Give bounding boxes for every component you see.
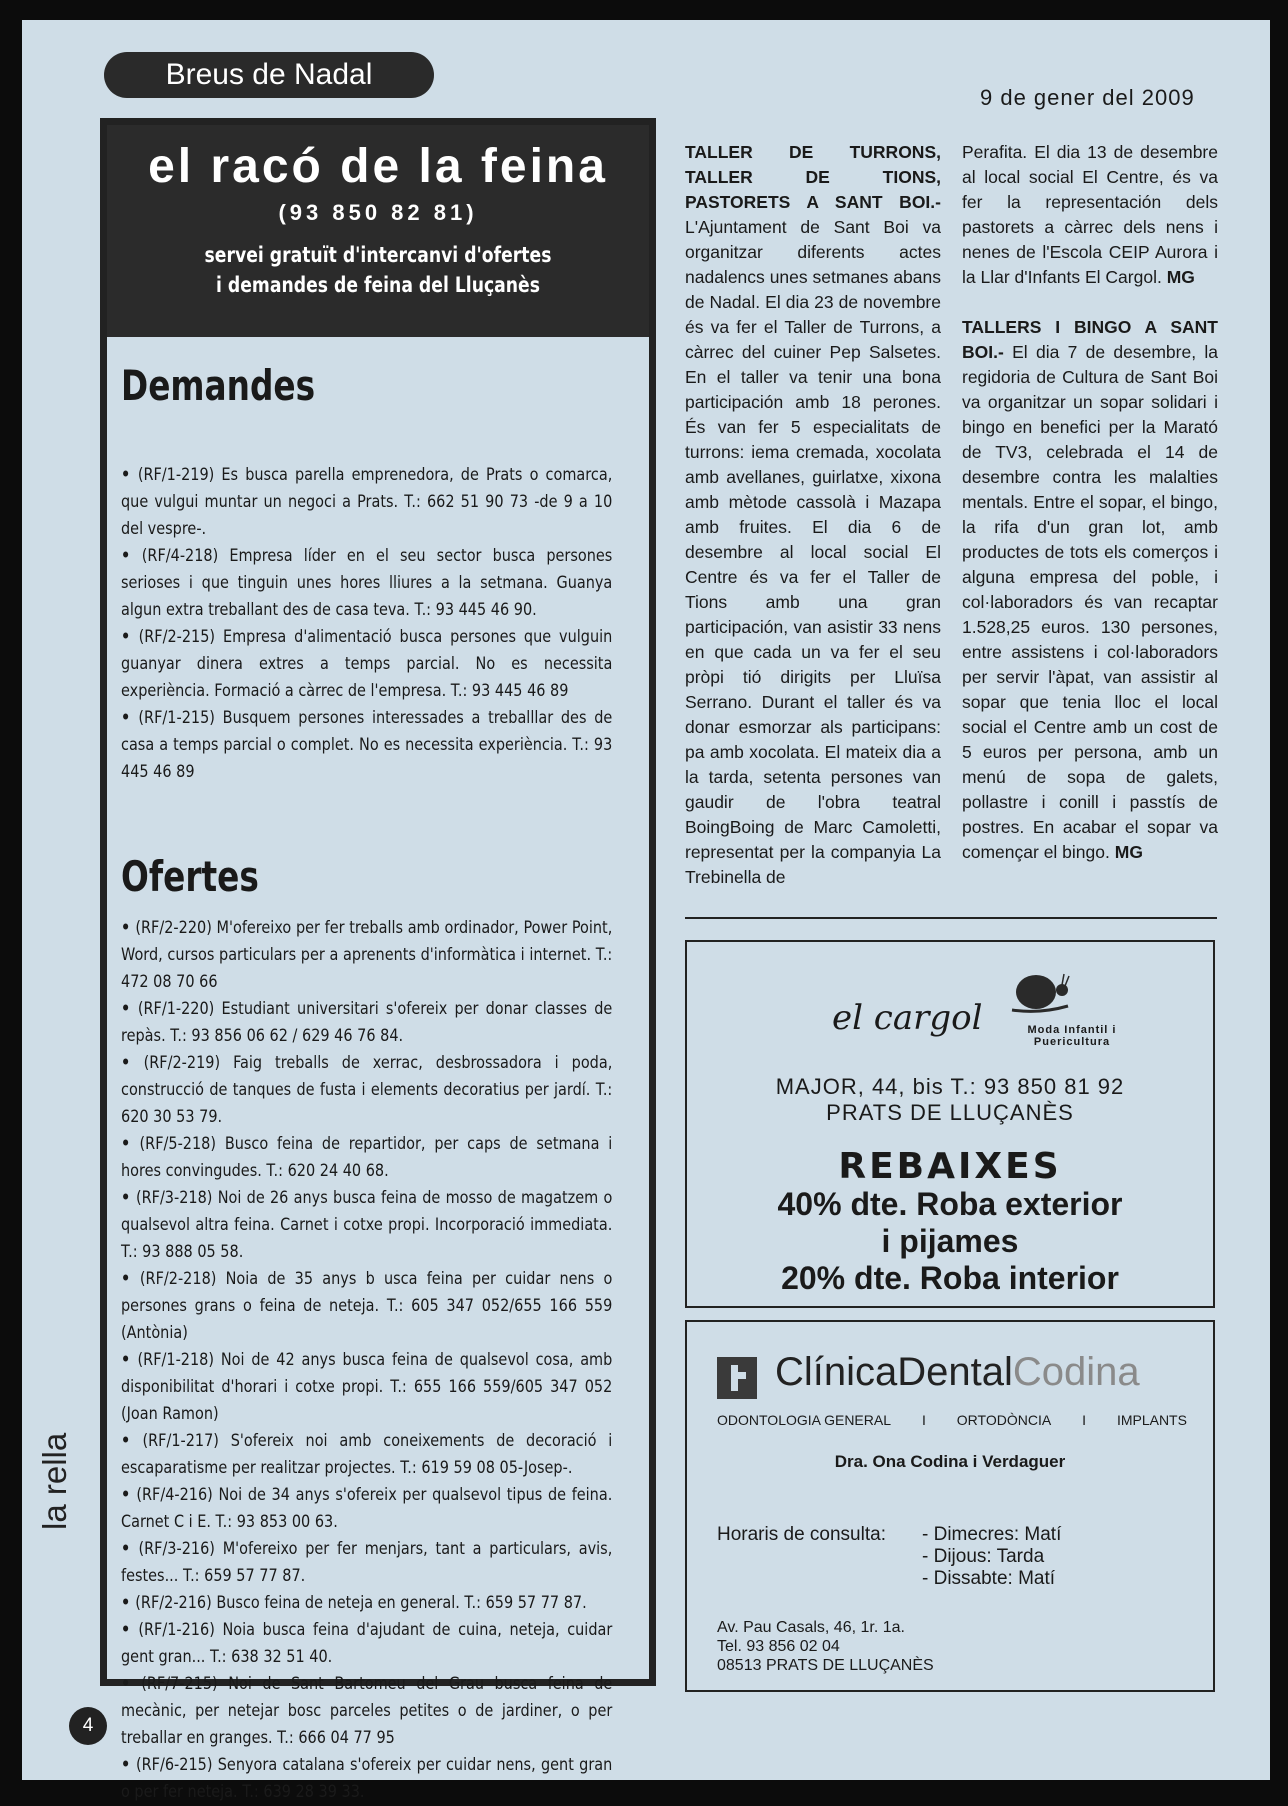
- demandes-heading: Demandes: [121, 361, 316, 410]
- oferta-item: • (RF/3-216) M'ofereixo per fer menjars, tant a particulars, avis, festes... T.: 659 57 77 87.: [121, 1536, 612, 1590]
- article-1-text: L'Ajuntament de Sant Boi va organitzar diferents actes nadalencs unes setmanes abans de Nadal. El dia 23 de novembre és va fer el Taller de Turrons, a càrrec del cuiner Pep Salsetes. En el taller va tenir una bona participación amb 18 perones. És van fer 5 especialitats de turrons: iema cremada, xocolata amb avellanes, guirlatxe, xixona amb mètode cassolà i Mazapa amb fruites. El dia 6 de desembre al local social El Centre és va fer el Taller de Tions amb una gran participación, van asistir 33 nens en que cada un va fer el seu pròpi tió dirigits per Lluïsa Serrano. Durant el taller és va donar esmorzar als participans: pa amb xocolata. El mateix dia a la tarda, setenta persones van gaudir de l'obra teatral BoingBoing de Marc Camoletti, representat per la companyia La Trebinella de: [685, 217, 941, 887]
- service-item: ODONTOLOGIA GENERAL: [717, 1412, 892, 1428]
- hours-item: - Dimecres: Matí: [922, 1524, 1062, 1545]
- ofertes-list: [121, 915, 635, 1806]
- clinic-logo-icon: [717, 1357, 757, 1399]
- hours-label: Horaris de consulta:: [717, 1524, 886, 1545]
- issue-date: 9 de gener del 2009: [980, 85, 1195, 110]
- snail-icon: [1010, 970, 1070, 1014]
- oferta-item: • (RF/1-216) Noia busca feina d'ajudant de cuina, neteja, cuidar gent gran... T.: 638 32 51 40.: [121, 1617, 612, 1671]
- oferta-item: • (RF/7-215) Noi de Sant Bartomeu del Grau busca feina de mecànic, per netejar bosc parceles petites o de jardiner, o per treballar en granges. T.: 666 04 77 95: [121, 1671, 612, 1752]
- jobs-body: [107, 361, 649, 1806]
- jobs-box: [100, 118, 656, 1802]
- ad-el-cargol: [685, 940, 1215, 1308]
- jobs-title: el racó de la feina: [148, 140, 608, 193]
- oferta-item: • (RF/3-218) Noi de 26 anys busca feina de mosso de magatzem o qualsevol altra feina. Carnet i cotxe propi. Incorporació immediata. T.: 93 888 05 58.: [121, 1185, 612, 1266]
- service-item: IMPLANTS: [1116, 1412, 1187, 1428]
- demanda-item: • (RF/2-215) Empresa d'alimentació busca persones que vulguin guanyar dinera extres a temps parcial. No es necessita experiència. Formació a càrrec de l'empresa. T.: 93 445 46 89: [121, 624, 612, 705]
- column-divider: [685, 917, 1217, 919]
- demandes-list: [121, 462, 635, 786]
- article-1-continued-text: Perafita. El dia 13 de desembre al local social El Centre, és va fer la representación dels pastorets a càrrec dels nens i nenes de l'Escola CEIP Aurora i la Llar d'Infants El Cargol.: [962, 142, 1218, 287]
- jobs-subtitle-line1: servei gratuït d'intercanvi d'ofertes: [204, 243, 552, 267]
- hours-item: - Dissabte: Matí: [922, 1568, 1056, 1589]
- oferta-item: • (RF/2-218) Noia de 35 anys b usca feina per cuidar nens o persones grans o feina de neteja. T.: 605 347 052/655 166 559 (Antònia): [121, 1266, 612, 1347]
- oferta-item: • (RF/1-220) Estudiant universitari s'ofereix per donar classes de repàs. T.: 93 856 06 62 / 629 46 76 84.: [121, 996, 612, 1050]
- cargol-tagline-line1: Moda Infantil i: [1027, 1024, 1117, 1036]
- cargol-tagline: [1022, 1024, 1122, 1048]
- cargol-address: MAJOR, 44, bis T.: 93 850 81 92: [775, 1074, 1125, 1099]
- oferta-item: • (RF/6-215) Senyora catalana s'ofereix per cuidar nens, gent gran o per fer neteja. T.: 639 28 39 33.: [121, 1752, 612, 1806]
- article-1-continued: [962, 140, 1218, 290]
- jobs-subtitle: [156, 240, 600, 300]
- clinic-address: [717, 1618, 934, 1675]
- oferta-item: • (RF/1-218) Noi de 42 anys busca feina de qualsevol cosa, amb disponibilitat d'horari i cotxe propi. T.: 655 166 559/605 347 052 (Joan Ramon): [121, 1347, 612, 1428]
- article-2-text: El dia 7 de desembre, la regidoria de Cultura de Sant Boi va organitzar un sopar solidari i bingo en benefici per la Marató de TV3, celebrada el 14 de desembre contra les malalties mentals. Entre el sopar, el bingo, la rifa d'un gran lot, amb productes de tots els comerços i alguna empresa del poble, i col·laboradors és van recaptar 1.528,25 euros. 130 persones, entre assistens i col·laboradors per servir l'àpat, van assistir al sopar que tenia lloc el local social el Centre amb un cost de 5 euros per persona, amb un menú de sopa de galets, pollastre i conill i passtís de postres. En acabar el sopar va començar el bingo.: [962, 342, 1218, 862]
- clinic-address-line3: 08513 PRATS DE LLUÇANÈS: [717, 1657, 934, 1674]
- clinic-name: [775, 1350, 1140, 1395]
- news-column-2: [962, 140, 1218, 865]
- publication-name: la rella: [36, 1432, 73, 1530]
- demanda-item: • (RF/4-218) Empresa líder en el seu sector busca persones serioses i que tinguin unes hores lliures a la setmana. Guanya algun extra treballant des de casa teva. T.: 93 445 46 90.: [121, 543, 612, 624]
- service-separator: I: [921, 1412, 926, 1428]
- ad-clinica-dental: [685, 1320, 1215, 1692]
- service-item: ORTODÒNCIA: [956, 1412, 1052, 1428]
- hours-list: [922, 1524, 1061, 1590]
- cargol-headline: REBAIXES: [838, 1146, 1062, 1187]
- cargol-offer-1: 40% dte. Roba exterior: [777, 1186, 1123, 1222]
- clinic-doctor: Dra. Ona Codina i Verdaguer: [834, 1452, 1066, 1471]
- hours-item: - Dijous: Tarda: [922, 1546, 1045, 1567]
- clinic-name-a: ClínicaDental: [775, 1350, 1013, 1394]
- page-number: 4: [69, 1707, 107, 1745]
- jobs-phone: (93 850 82 81): [278, 200, 478, 225]
- article-2-signature: MG: [1114, 842, 1143, 862]
- article-2-heading: TALLERS I BINGO A SANT BOI.-: [962, 317, 1218, 362]
- article-1-heading: TALLER DE TURRONS, TALLER DE TIONS, PASTORETS A SANT BOI.-: [685, 142, 941, 212]
- article-2: [962, 315, 1218, 865]
- clinic-name-b: Codina: [1012, 1350, 1140, 1394]
- service-separator: I: [1082, 1412, 1086, 1428]
- article-1-signature: MG: [1166, 267, 1195, 287]
- demanda-item: • (RF/1-219) Es busca parella emprenedora, de Prats o comarca, que vulgui muntar un negoci a Prats. T.: 662 51 90 73 -de 9 a 10 del vespre-.: [121, 462, 612, 543]
- ofertes-heading: Ofertes: [121, 852, 259, 901]
- clinic-address-line2: Tel. 93 856 02 04: [717, 1638, 840, 1655]
- news-column-1: [685, 140, 941, 890]
- oferta-item: • (RF/5-218) Busco feina de repartidor, per caps de setmana i hores convingudes. T.: 620 24 40 68.: [121, 1131, 612, 1185]
- clinic-address-line1: Av. Pau Casals, 46, 1r. 1a.: [717, 1619, 905, 1636]
- clinic-services: [717, 1412, 1187, 1428]
- cargol-offer-3: 20% dte. Roba interior: [781, 1260, 1119, 1296]
- cargol-tagline-line2: Puericultura: [1033, 1036, 1111, 1048]
- jobs-subtitle-line2: i demandes de feina del Lluçanès: [216, 273, 540, 297]
- jobs-header: [107, 125, 649, 337]
- cargol-logo: [832, 962, 1117, 1048]
- oferta-item: • (RF/2-219) Faig treballs de xerrac, desbrossadora i poda, construcció de tanques de fusta i elements decoratius per jardí. T.: 620 30 53 79.: [121, 1050, 612, 1131]
- demanda-item: • (RF/1-215) Busquem persones interessades a treballlar des de casa a temps parcial o complet. No es necessita experiència. T.: 93 445 46 89: [121, 705, 612, 786]
- oferta-item: • (RF/1-217) S'ofereix noi amb coneixements de decoració i escaparatisme per realitzar projectes. T.: 619 59 08 05-Josep-.: [121, 1428, 612, 1482]
- cargol-town: PRATS DE LLUÇANÈS: [826, 1100, 1074, 1125]
- cargol-logo-text: el cargol: [832, 998, 983, 1038]
- oferta-item: • (RF/2-216) Busco feina de neteja en general. T.: 659 57 77 87.: [121, 1590, 612, 1617]
- section-tab: Breus de Nadal: [104, 52, 434, 98]
- cargol-offer-2: i pijames: [881, 1223, 1019, 1259]
- oferta-item: • (RF/4-216) Noi de 34 anys s'ofereix per qualsevol tipus de feina. Carnet C i E. T.: 93 853 00 63.: [121, 1482, 612, 1536]
- oferta-item: • (RF/2-220) M'ofereixo per fer treballs amb ordinador, Power Point, Word, cursos particulars per a aprenents d'informàtica i internet. T.: 472 08 70 66: [121, 915, 612, 996]
- article-1: [685, 140, 941, 890]
